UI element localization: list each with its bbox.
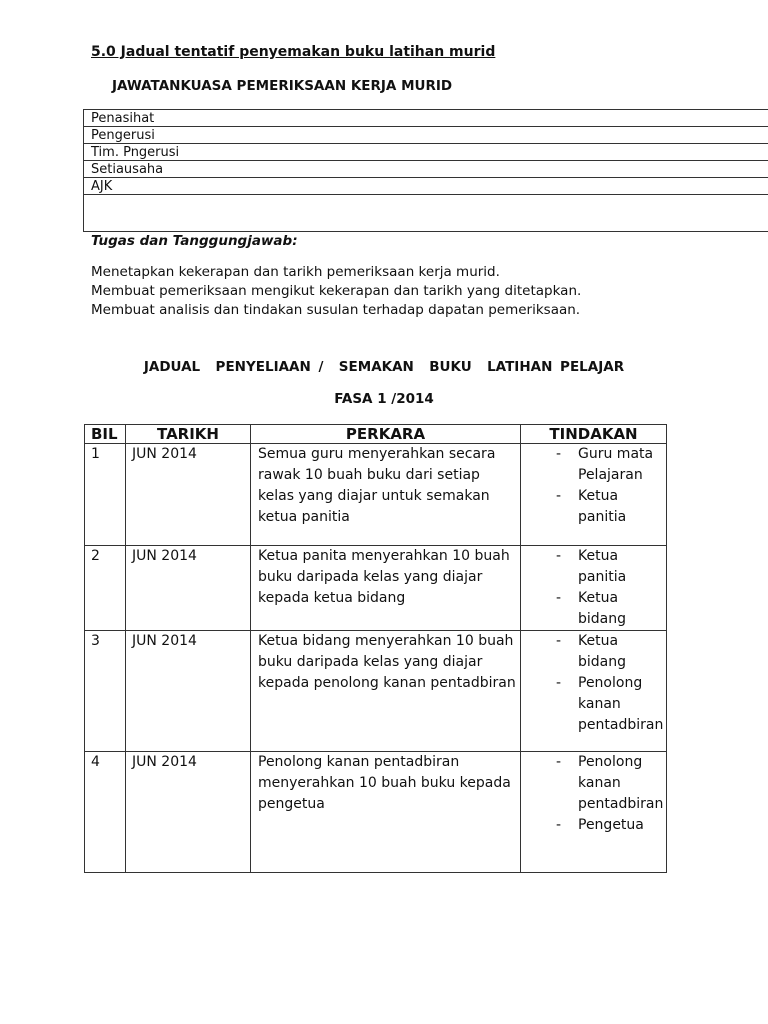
- committee-title: JAWATANKUASA PEMERIKSAAN KERJA MURID: [112, 78, 453, 94]
- cell-tindakan: [521, 546, 667, 631]
- header-perkara: PERKARA: [251, 425, 521, 444]
- committee-table: [83, 109, 768, 232]
- duty-item: Membuat pemeriksaan mengikut kekerapan dan tarikh yang ditetapkan.: [91, 283, 582, 299]
- header-tindakan: TINDAKAN: [521, 425, 667, 444]
- action-item: - Pengetua: [554, 815, 668, 836]
- action-item: - Ketua panitia: [554, 546, 668, 588]
- section-title: 5.0 Jadual tentatif penyemakan buku latihan murid: [91, 44, 496, 60]
- cell-perkara: Ketua bidang menyerahkan 10 buah buku daripada kelas yang diajar kepada penolong kanan pentadbiran: [251, 631, 521, 752]
- schedule-title-text: JADUAL PENYELIAAN / SEMAKAN BUKU LATIHAN PELAJAR: [143, 359, 625, 375]
- committee-row-setiausaha: Setiausaha: [84, 161, 768, 178]
- cell-tarikh: JUN 2014: [126, 444, 251, 546]
- action-item: - Ketua panitia: [554, 486, 668, 528]
- cell-tarikh: JUN 2014: [126, 546, 251, 631]
- action-list: [527, 752, 666, 836]
- committee-row-blank: [84, 195, 768, 232]
- cell-tarikh: JUN 2014: [126, 752, 251, 873]
- table-header-row: [85, 425, 667, 444]
- cell-perkara: Penolong kanan pentadbiran menyerahkan 10 buah buku kepada pengetua: [251, 752, 521, 873]
- cell-tarikh: JUN 2014: [126, 631, 251, 752]
- duties-title: Tugas dan Tanggungjawab:: [91, 233, 298, 249]
- table-row: [85, 546, 667, 631]
- header-tarikh: TARIKH: [126, 425, 251, 444]
- action-item: - Penolong kanan pentadbiran: [554, 752, 668, 815]
- phase-title: FASA 1 /2014: [334, 391, 434, 407]
- cell-perkara: Ketua panita menyerahkan 10 buah buku daripada kelas yang diajar kepada ketua bidang: [251, 546, 521, 631]
- schedule-table: [84, 424, 667, 873]
- cell-tindakan: [521, 444, 667, 546]
- committee-row-timbalan: Tim. Pngerusi: [84, 144, 768, 161]
- cell-tindakan: [521, 631, 667, 752]
- duty-item: Menetapkan kekerapan dan tarikh pemeriksaan kerja murid.: [91, 264, 500, 280]
- header-bil: BIL: [85, 425, 126, 444]
- duties-list: [91, 263, 581, 320]
- action-item: - Guru mata Pelajaran: [554, 444, 668, 486]
- table-row: [85, 444, 667, 546]
- table-row: [85, 631, 667, 752]
- action-list: [527, 444, 666, 528]
- action-item: - Ketua bidang: [554, 588, 668, 630]
- action-list: [527, 546, 666, 630]
- cell-bil: 4: [85, 752, 126, 873]
- action-item: - Penolong kanan pentadbiran: [554, 673, 668, 736]
- duty-item: Membuat analisis dan tindakan susulan terhadap dapatan pemeriksaan.: [91, 302, 581, 318]
- committee-row-ajk: AJK: [84, 178, 768, 195]
- cell-bil: 2: [85, 546, 126, 631]
- cell-bil: 3: [85, 631, 126, 752]
- table-row: [85, 752, 667, 873]
- committee-row-pengerusi: Pengerusi: [84, 127, 768, 144]
- action-item: - Ketua bidang: [554, 631, 668, 673]
- cell-tindakan: [521, 752, 667, 873]
- cell-perkara: Semua guru menyerahkan secara rawak 10 buah buku dari setiap kelas yang diajar untuk semakan ketua panitia: [251, 444, 521, 546]
- schedule-title: [0, 359, 768, 375]
- committee-row-penasihat: Penasihat: [84, 110, 768, 127]
- action-list: [527, 631, 666, 736]
- cell-bil: 1: [85, 444, 126, 546]
